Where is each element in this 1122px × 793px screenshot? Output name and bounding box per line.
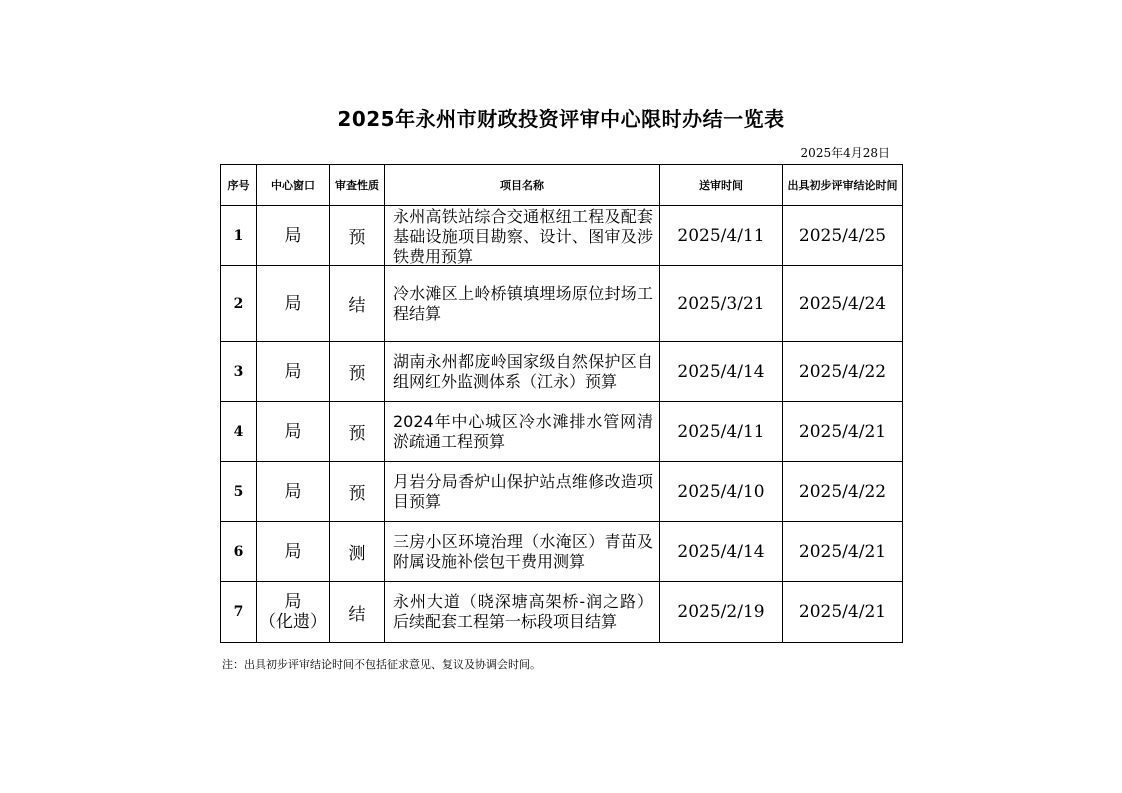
header-submit-time: 送审时间 — [660, 165, 783, 206]
row-window-label: 局 — [284, 225, 302, 246]
row-submit-time: 2025/4/14 — [660, 522, 783, 582]
row-kind: 结 — [330, 266, 385, 342]
table-row — [221, 206, 903, 266]
row-project — [385, 522, 660, 582]
row-project — [385, 462, 660, 522]
row-window — [257, 342, 330, 402]
row-conclusion-time: 2025/4/24 — [783, 266, 903, 342]
header-window: 中心窗口 — [257, 165, 330, 206]
row-seq: 5 — [221, 462, 257, 522]
row-submit-time: 2025/4/14 — [660, 342, 783, 402]
row-kind: 预 — [330, 402, 385, 462]
row-window — [257, 402, 330, 462]
row-window-sub: （化遗） — [259, 612, 327, 632]
row-window-label: 局 — [284, 481, 302, 502]
row-conclusion-time: 2025/4/21 — [783, 582, 903, 643]
row-project-name: 湖南永州都庞岭国家级自然保护区自组网红外监测体系（江永）预算 — [393, 351, 653, 391]
row-project-name: 永州大道（晓深塘高架桥-润之路）后续配套工程第一标段项目结算 — [393, 592, 653, 631]
row-window-label: 局 — [284, 293, 302, 314]
row-project — [385, 266, 660, 342]
table-row — [221, 266, 903, 342]
header-kind: 审查性质 — [330, 165, 385, 206]
row-conclusion-time: 2025/4/25 — [783, 206, 903, 266]
header-seq: 序号 — [221, 165, 257, 206]
row-window — [257, 462, 330, 522]
row-window — [257, 266, 330, 342]
row-submit-time: 2025/4/10 — [660, 462, 783, 522]
report-date: 2025年4月28日 — [800, 146, 890, 160]
table-row — [221, 522, 903, 582]
row-window — [257, 522, 330, 582]
header-conclusion-time: 出具初步评审结论时间 — [783, 165, 903, 206]
summary-table — [220, 164, 903, 643]
row-seq: 2 — [221, 266, 257, 342]
table-header-row — [221, 165, 903, 206]
row-seq: 7 — [221, 582, 257, 643]
row-submit-time: 2025/4/11 — [660, 206, 783, 266]
row-project — [385, 582, 660, 643]
row-window-label: 局 — [284, 421, 302, 442]
row-seq: 1 — [221, 206, 257, 266]
row-conclusion-time: 2025/4/21 — [783, 402, 903, 462]
row-project — [385, 206, 660, 266]
row-seq: 3 — [221, 342, 257, 402]
table-row — [221, 462, 903, 522]
footnote: 注：出具初步评审结论时间不包括征求意见、复议及协调会时间。 — [222, 658, 541, 671]
row-kind: 结 — [330, 582, 385, 643]
row-seq: 6 — [221, 522, 257, 582]
row-submit-time: 2025/2/19 — [660, 582, 783, 643]
row-conclusion-time: 2025/4/21 — [783, 522, 903, 582]
row-seq: 4 — [221, 402, 257, 462]
table-row — [221, 342, 903, 402]
row-kind: 预 — [330, 342, 385, 402]
row-project-name: 三房小区环境治理（水淹区）青苗及附属设施补偿包干费用测算 — [393, 531, 653, 571]
row-window — [257, 206, 330, 266]
row-kind: 预 — [330, 206, 385, 266]
row-project-name: 月岩分局香炉山保护站点维修改造项目预算 — [393, 471, 653, 511]
table-row — [221, 402, 903, 462]
row-project — [385, 402, 660, 462]
row-project — [385, 342, 660, 402]
row-conclusion-time: 2025/4/22 — [783, 462, 903, 522]
row-submit-time: 2025/3/21 — [660, 266, 783, 342]
row-kind: 预 — [330, 462, 385, 522]
row-submit-time: 2025/4/11 — [660, 402, 783, 462]
row-project-name: 2024年中心城区冷水滩排水管网清淤疏通工程预算 — [393, 411, 653, 451]
row-project-name: 冷水滩区上岭桥镇填埋场原位封场工程结算 — [393, 283, 653, 323]
row-window-label: 局 — [284, 361, 302, 382]
row-window-label: 局 — [284, 541, 302, 562]
row-window-label: 局 — [284, 592, 302, 612]
header-project: 项目名称 — [385, 165, 660, 206]
row-project-name: 永州高铁站综合交通枢纽工程及配套基础设施项目勘察、设计、图审及涉铁费用预算 — [393, 207, 653, 264]
row-window — [257, 582, 330, 643]
page-title: 2025年永州市财政投资评审中心限时办结一览表 — [337, 107, 785, 131]
row-kind: 测 — [330, 522, 385, 582]
table-row — [221, 582, 903, 643]
row-conclusion-time: 2025/4/22 — [783, 342, 903, 402]
